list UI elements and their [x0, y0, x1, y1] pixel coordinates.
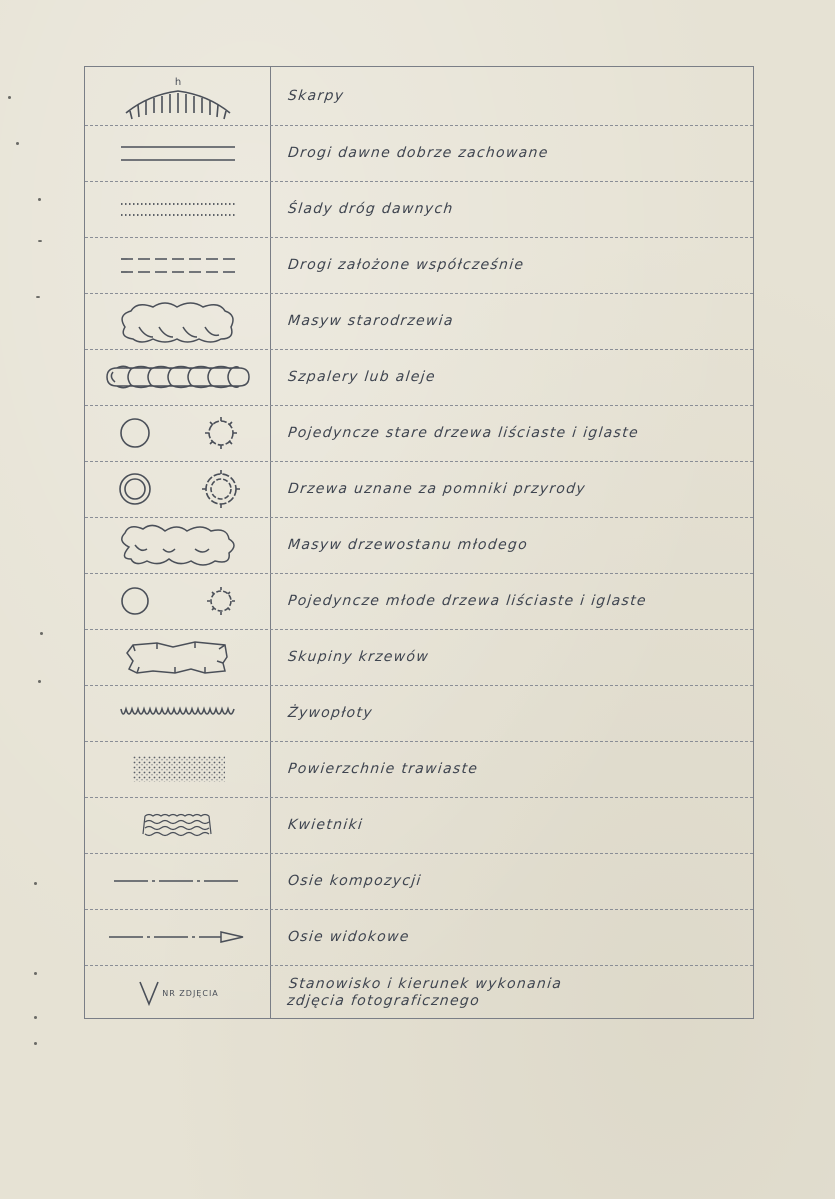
legend-label-cell	[288, 461, 745, 517]
legend-label: Drzewa uznane za pomniki przyrody	[287, 481, 587, 497]
double-solid-line-symbol	[85, 125, 270, 181]
margin-speck	[8, 96, 11, 99]
legend-label: Osie widokowe	[287, 929, 411, 945]
escarpment-symbol	[85, 67, 270, 125]
legend-row	[85, 461, 753, 518]
natural-monument-tree-symbols	[85, 461, 270, 517]
legend-label-cell	[288, 349, 745, 405]
legend-label-cell	[288, 293, 745, 349]
legend-label: Pojedyncze stare drzewa liściaste i iglaste	[287, 425, 640, 441]
legend-row	[85, 853, 753, 910]
margin-speck	[16, 142, 19, 145]
shrub-group-symbol	[85, 629, 270, 685]
view-axis-symbol	[85, 909, 270, 965]
legend-label: Masyw drzewostanu młodego	[287, 537, 529, 553]
legend-label-cell	[288, 517, 745, 573]
old-tree-mass-symbol	[85, 293, 270, 349]
legend-label-cell	[288, 405, 745, 461]
legend-row	[85, 741, 753, 798]
margin-speck	[34, 882, 37, 885]
legend-label-cell	[288, 797, 745, 853]
svg-text:h: h	[174, 77, 181, 88]
margin-speck	[34, 1016, 37, 1019]
margin-speck	[34, 972, 37, 975]
legend-table	[84, 66, 754, 1019]
margin-speck	[40, 632, 43, 635]
legend-label: Osie kompozycji	[287, 873, 423, 889]
legend-label-cell	[288, 741, 745, 797]
young-tree-mass-symbol	[85, 517, 270, 573]
legend-row	[85, 685, 753, 742]
photo-position-symbol	[85, 963, 270, 1023]
legend-row	[85, 963, 753, 1023]
legend-label-cell	[288, 963, 745, 1023]
young-deciduous-tree-icon	[122, 588, 148, 614]
legend-row	[85, 909, 753, 966]
grass-area-symbol	[85, 741, 270, 797]
legend-row	[85, 405, 753, 462]
legend-label-cell	[288, 237, 745, 293]
legend-label: Pojedyncze młode drzewa liściaste i iglaste	[287, 593, 648, 609]
legend-row	[85, 293, 753, 350]
margin-speck	[36, 296, 40, 298]
legend-label: Szpalery lub aleje	[287, 369, 437, 385]
single-old-tree-symbols	[85, 405, 270, 461]
deciduous-tree-icon	[121, 419, 149, 447]
photo-number-caption: NR ZDJĘCIA	[162, 988, 219, 998]
legend-label-cell	[288, 181, 745, 237]
double-dashed-line-symbol	[85, 237, 270, 293]
legend-label-cell	[288, 67, 745, 125]
legend-row	[85, 629, 753, 686]
arrowhead-icon	[221, 932, 243, 942]
legend-label-cell	[288, 909, 745, 965]
margin-speck	[34, 1042, 37, 1045]
legend-row	[85, 573, 753, 630]
margin-speck	[38, 240, 42, 242]
viewpoint-v-icon	[136, 976, 162, 1010]
legend-label: Skarpy	[287, 88, 346, 104]
legend-label: Drogi dawne dobrze zachowane	[287, 145, 550, 161]
composition-axis-symbol	[85, 853, 270, 909]
single-young-tree-symbols	[85, 573, 270, 629]
hedgerow-symbol	[85, 349, 270, 405]
margin-speck	[38, 680, 41, 683]
legend-label: Kwietniki	[287, 817, 364, 833]
legend-label-cell	[288, 573, 745, 629]
legend-row	[85, 125, 753, 182]
legend-row	[85, 181, 753, 238]
legend-label: Skupiny krzewów	[287, 649, 430, 665]
legend-label-cell	[288, 685, 745, 741]
legend-label: Stanowisko i kierunek wykonania zdjęcia fotograficznego	[286, 976, 564, 1009]
legend-row	[85, 237, 753, 294]
legend-row	[85, 517, 753, 574]
legend-label-cell	[288, 853, 745, 909]
margin-speck	[38, 198, 41, 201]
legend-row	[85, 67, 753, 126]
flower-bed-symbol	[85, 797, 270, 853]
legend-label-cell	[288, 629, 745, 685]
legend-row	[85, 797, 753, 854]
legend-label: Ślady dróg dawnych	[287, 201, 455, 217]
legend-row	[85, 349, 753, 406]
legend-label: Powierzchnie trawiaste	[287, 761, 480, 777]
legend-label: Drogi założone współcześnie	[287, 257, 526, 273]
legend-label-cell	[288, 125, 745, 181]
legend-label: Masyw starodrzewia	[287, 313, 455, 329]
legend-label: Żywopłoty	[287, 705, 374, 721]
living-fence-symbol	[85, 685, 270, 741]
double-dotted-line-symbol	[85, 181, 270, 237]
